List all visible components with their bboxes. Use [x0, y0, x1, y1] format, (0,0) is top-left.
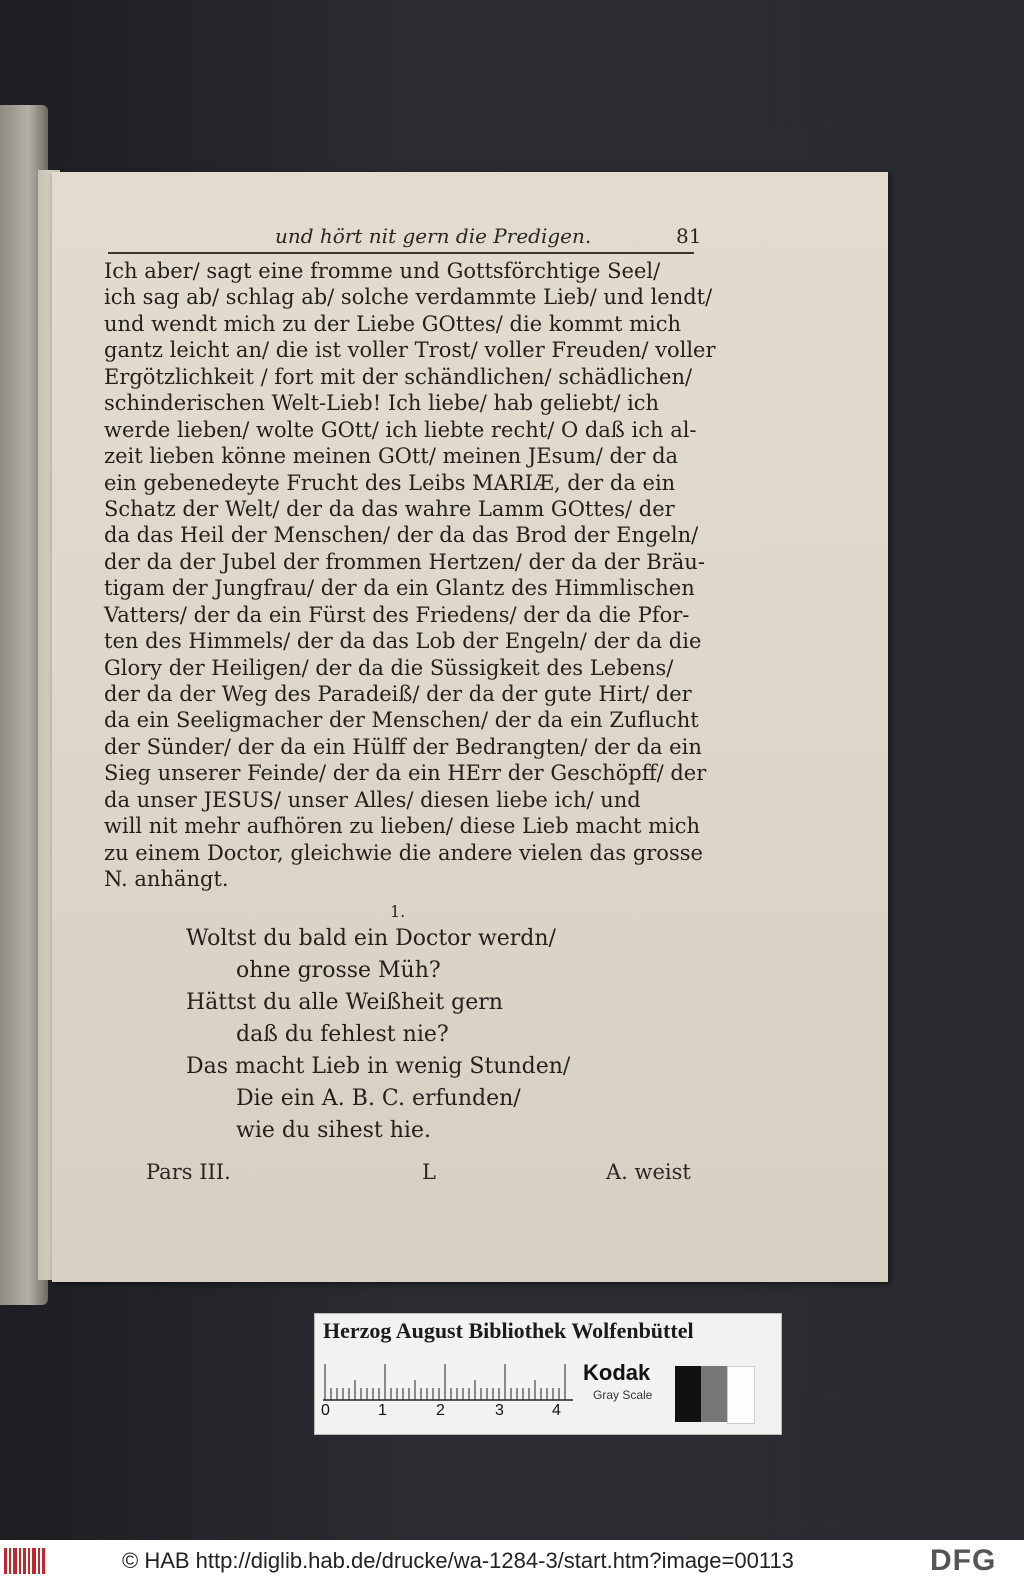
dfg-logo: DFG — [930, 1544, 997, 1577]
verse-line: wie du sihest hie. — [236, 1118, 431, 1143]
ruler-number: 2 — [436, 1402, 445, 1419]
text-line: ten des Himmels/ der da das Lob der Engeln/ der da die — [104, 629, 702, 654]
signature-mark: L — [422, 1160, 436, 1184]
verse-line: Die ein A. B. C. erfunden/ — [236, 1086, 521, 1111]
verse-line: Das macht Lieb in wenig Stunden/ — [186, 1054, 571, 1079]
barcode-icon — [4, 1548, 48, 1574]
text-line: Ergötzlichkeit / fort mit der schändlichen/ schädlichen/ — [104, 364, 693, 389]
ruler-number: 3 — [495, 1402, 504, 1419]
text-line: ich sag ab/ schlag ab/ solche verdammte Lieb/ und lendt/ — [104, 285, 713, 310]
text-line: Schatz der Welt/ der da das wahre Lamm GOttes/ der — [104, 496, 675, 521]
verse-line: Woltst du bald ein Doctor werdn/ — [186, 926, 556, 951]
text-line: der Sünder/ der da ein Hülff der Bedrangten/ der da ein — [104, 734, 702, 759]
text-line: tigam der Jungfrau/ der da ein Glantz des Himmlischen — [104, 576, 695, 601]
body-text — [104, 258, 716, 893]
library-name: Herzog August Bibliothek Wolfenbüttel — [323, 1318, 694, 1343]
text-line: Ich aber/ sagt eine fromme und Gottsförchtige Seel/ — [104, 259, 661, 283]
kodak-brand: Kodak — [583, 1360, 651, 1385]
text-line: der da der Jubel der frommen Hertzen/ der da der Bräu- — [104, 549, 705, 574]
footer-bar — [0, 1540, 1024, 1582]
text-line: N. anhängt. — [104, 867, 229, 892]
gray-swatch-white — [727, 1366, 755, 1424]
ruler-scale — [323, 1362, 573, 1402]
gray-swatch-mid — [701, 1366, 727, 1422]
page-number: 81 — [676, 224, 702, 248]
verse-number: 1. — [390, 902, 406, 921]
text-line: Glory der Heiligen/ der da die Süssigkeit des Lebens/ — [104, 655, 674, 680]
ruler-number: 0 — [321, 1402, 330, 1419]
text-line: da unser JESUS/ unser Alles/ diesen liebe ich/ und — [104, 787, 641, 812]
text-line: der da der Weg des Paradeiß/ der da der gute Hirt/ der — [104, 682, 692, 706]
text-line: zeit lieben könne meinen GOtt/ meinen JEsum/ der da — [104, 444, 679, 469]
text-line: werde lieben/ wolte GOtt/ ich liebte recht/ O daß ich al- — [104, 417, 697, 442]
signature-left: Pars III. — [146, 1160, 231, 1184]
text-line: will nit mehr aufhören zu lieben/ diese Lieb macht mich — [104, 814, 701, 839]
catchword: A. weist — [606, 1160, 691, 1184]
text-line: Vatters/ der da ein Fürst des Friedens/ der da die Pfor- — [104, 602, 690, 627]
ruler-number: 1 — [378, 1402, 387, 1419]
header-rule — [108, 252, 694, 254]
running-head: und hört nit gern die Predigen. — [275, 224, 592, 248]
gray-swatch-black — [675, 1366, 701, 1422]
text-line: da das Heil der Menschen/ der da das Brod der Engeln/ — [104, 523, 699, 548]
gray-scale-label: Gray Scale — [593, 1388, 653, 1402]
copyright-link[interactable]: © HAB http://diglib.hab.de/drucke/wa-1284-3/start.htm?image=00113 — [122, 1548, 794, 1573]
text-line: ein gebenedeyte Frucht des Leibs MARIÆ, der da ein — [104, 470, 676, 495]
verse-line: daß du fehlest nie? — [236, 1022, 449, 1047]
text-line: da ein Seeligmacher der Menschen/ der da ein Zuflucht — [104, 708, 699, 733]
library-color-card — [314, 1313, 782, 1435]
text-line: schinderischen Welt-Lieb! Ich liebe/ hab geliebt/ ich — [104, 391, 660, 416]
text-line: und wendt mich zu der Liebe GOttes/ die kommt mich — [104, 311, 682, 336]
verse-line: ohne grosse Müh? — [236, 958, 441, 983]
verse-line: Hättst du alle Weißheit gern — [186, 990, 503, 1015]
text-line: Sieg unserer Feinde/ der da ein HErr der Geschöpff/ der — [104, 761, 707, 786]
ruler-number: 4 — [552, 1402, 561, 1419]
text-line: zu einem Doctor, gleichwie die andere vielen das grosse — [104, 840, 703, 865]
text-line: gantz leicht an/ die ist voller Trost/ voller Freuden/ voller — [104, 338, 716, 363]
